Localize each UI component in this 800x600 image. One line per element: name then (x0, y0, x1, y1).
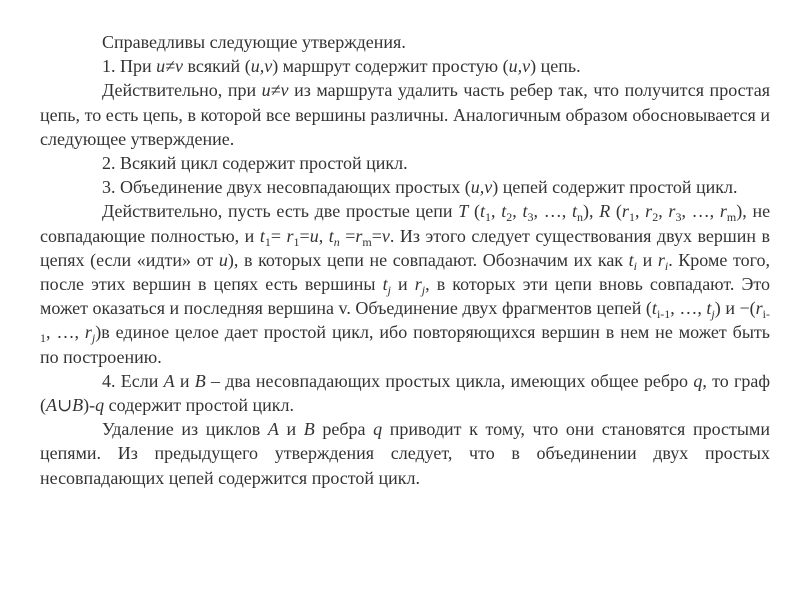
text-run: , …, (681, 201, 720, 222)
italic-symbol: A (46, 395, 57, 416)
text-run: содержит простой цикл. (104, 395, 294, 416)
text-run: 2. Всякий цикл содержит простой цикл. (102, 153, 408, 174)
italic-symbol: r (719, 201, 727, 222)
text-run: , (634, 201, 646, 222)
italic-symbol: t (382, 274, 388, 295)
paragraph-proof-4 (40, 417, 770, 490)
italic-symbol: t (501, 201, 507, 222)
italic-symbol: u (218, 249, 228, 270)
italic-symbol: u≠v (156, 56, 184, 77)
italic-symbol: t (328, 225, 334, 246)
subscript: 3 (527, 210, 534, 225)
text-run: , (318, 225, 329, 246)
text-run: = (270, 225, 287, 246)
subscript: 1 (628, 210, 635, 225)
paragraph-proof-1 (40, 78, 770, 151)
italic-symbol: R (599, 201, 611, 222)
text-run: , (491, 201, 502, 222)
subscript: j (421, 283, 426, 298)
subscript: j (711, 307, 715, 322)
italic-symbol: r (755, 298, 763, 319)
text-run: , (658, 201, 669, 222)
italic-symbol: r (645, 201, 653, 222)
subscript: j (387, 283, 391, 298)
italic-symbol: t (651, 298, 657, 319)
text-run: ) цепь. (530, 56, 581, 77)
italic-symbol: u,v (508, 56, 531, 77)
italic-symbol: r (414, 274, 422, 295)
subscript: 1 (293, 234, 300, 249)
text-run: ) маршрут содержит простую ( (272, 56, 509, 77)
text-run: и (637, 249, 658, 270)
italic-symbol: v (381, 225, 390, 246)
italic-symbol: r (355, 225, 363, 246)
text-run: из маршрута удалить часть ребер так, что получится простая цепь, то есть цепь, в которой все вершины различны. Аналогичным образом обосновывается и следующее утверждение. (40, 80, 770, 149)
paragraph-proof-3 (40, 199, 770, 368)
text-run: = (339, 225, 356, 246)
italic-symbol: t (571, 201, 577, 222)
italic-symbol: q (693, 370, 703, 391)
italic-symbol: A (163, 370, 175, 391)
text-run: – два несовпадающих простых цикла, имеющих общее ребро (205, 370, 694, 391)
subscript: n (576, 210, 583, 225)
subscript: i-1 (40, 307, 771, 346)
text-run: всякий ( (183, 56, 251, 77)
text-run: ( (610, 201, 622, 222)
text-run: , то граф ( (40, 370, 770, 416)
text-run: = (299, 225, 310, 246)
italic-symbol: u,v (250, 56, 273, 77)
subscript: m (726, 210, 737, 225)
text-run: . Из этого следует существования двух вершин в цепях (если «идти» от (40, 225, 771, 270)
italic-symbol: r (657, 249, 665, 270)
text-run: ), (582, 201, 600, 222)
italic-symbol: t (628, 249, 634, 270)
text-run: Действительно, пусть есть две простые цепи (102, 201, 459, 222)
text-run: , …, (46, 322, 85, 343)
text-run: Действительно, при (102, 80, 262, 101)
text-run: , …, (533, 201, 572, 222)
italic-symbol: t (259, 225, 265, 246)
paragraph-statement-2 (40, 151, 770, 175)
text-run: и (278, 419, 304, 440)
italic-symbol: T (458, 201, 469, 222)
document-page (40, 30, 770, 490)
text-run: = (371, 225, 382, 246)
italic-symbol: r (84, 322, 92, 343)
text-run: ребра (314, 419, 374, 440)
italic-symbol: u (309, 225, 319, 246)
subscript: 2 (652, 210, 659, 225)
italic-symbol: t (480, 201, 486, 222)
text-run: , …, (670, 298, 707, 319)
subscript: i-1 (656, 307, 671, 322)
italic-symbol: t (706, 298, 712, 319)
text-run: ), в которых цепи не совпадают. Обозначим их как (227, 249, 629, 270)
text-run: приводит к тому, что они становятся простыми цепями. Из предыдущего утверждения следует, что в объединении двух простых несовпадающих цепей содержится простой цикл. (40, 419, 770, 488)
subscript: n (333, 234, 340, 249)
paragraph-statements-intro (40, 30, 770, 54)
italic-symbol: r (668, 201, 676, 222)
text-run: Справедливы следующие утверждения. (102, 32, 406, 52)
text-run: , в которых эти цепи вновь совпадают. Это может оказаться и последняя вершина v. Объединение двух фрагментов цепей ( (40, 274, 771, 319)
text-run: 3. Объединение двух несовпадающих простых ( (102, 177, 471, 198)
italic-symbol: B (194, 370, 206, 391)
subscript: 3 (675, 210, 682, 225)
text-run: , (512, 201, 523, 222)
text-run: и (390, 274, 415, 295)
subscript: j (91, 331, 96, 346)
italic-symbol: A (267, 419, 279, 440)
text-run: )- (83, 395, 96, 416)
text-run: . Кроме того, после этих вершин в цепях есть вершины (40, 249, 771, 295)
paragraph-statement-1 (40, 54, 770, 78)
italic-symbol: t (522, 201, 528, 222)
italic-symbol: B (303, 419, 315, 440)
italic-symbol: q (373, 419, 383, 440)
text-run: ), не совпадающие полностью, и (40, 201, 771, 246)
italic-symbol: B (72, 395, 84, 416)
subscript: i (633, 258, 638, 273)
subscript: 1 (485, 210, 492, 225)
text-run: 4. Если (102, 370, 164, 391)
text-run: ) цепей содержит простой цикл. (492, 177, 738, 198)
paragraph-statement-3 (40, 175, 770, 199)
italic-symbol: r (621, 201, 629, 222)
text-run: Удаление из циклов (102, 419, 268, 440)
subscript: 1 (264, 234, 271, 249)
text-run: ∪ (57, 395, 73, 416)
italic-symbol: q (95, 395, 105, 416)
text-run: и (174, 370, 195, 391)
italic-symbol: u≠v (261, 80, 289, 101)
text-run: ( (468, 201, 480, 222)
paragraph-statement-4 (40, 369, 770, 417)
text-run: )в единое целое дает простой цикл, ибо повторяющихся вершин в нем не может быть по построению. (40, 322, 771, 367)
text-run: 1. При (102, 56, 157, 77)
subscript: m (362, 234, 372, 249)
subscript: 2 (506, 210, 513, 225)
italic-symbol: u,v (470, 177, 493, 198)
italic-symbol: r (286, 225, 294, 246)
subscript: i (664, 258, 669, 273)
text-run: ) и −( (714, 298, 756, 319)
